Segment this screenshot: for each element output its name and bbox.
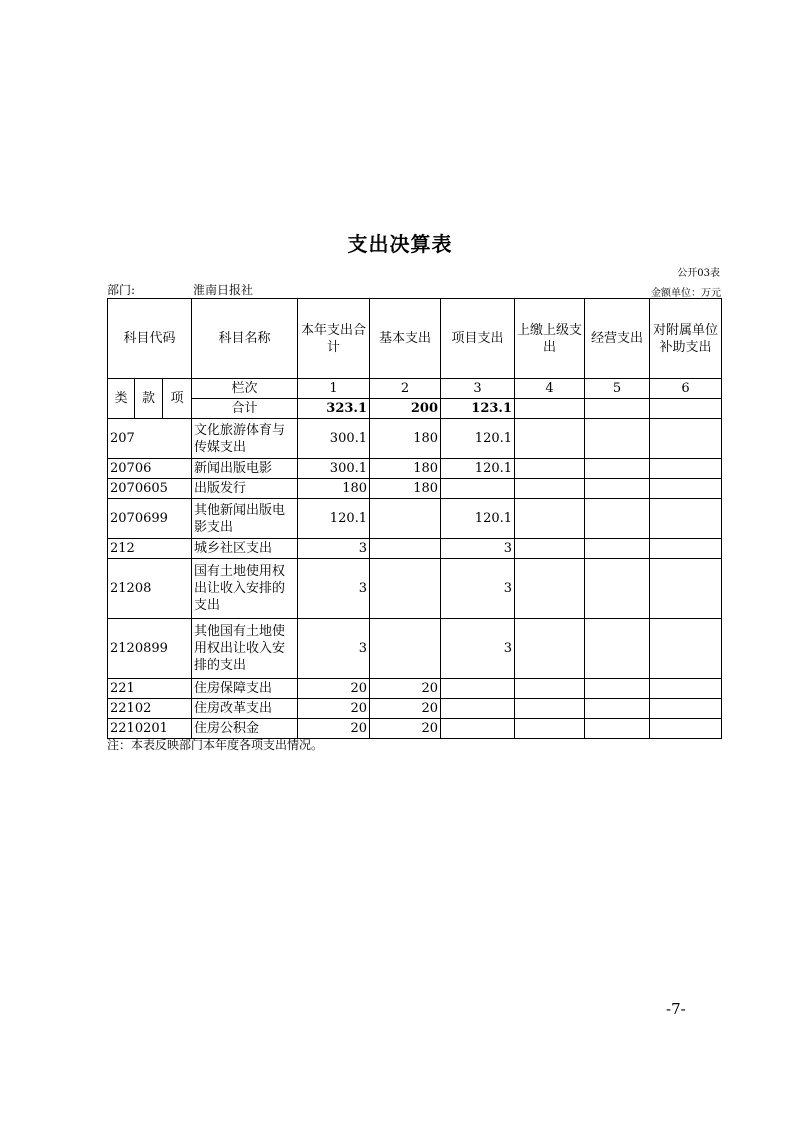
- amount-total: 20: [298, 719, 370, 739]
- amount-business: [585, 559, 650, 619]
- amount-business: [585, 539, 650, 559]
- amount-business: [585, 619, 650, 679]
- amount-project: 3: [441, 539, 515, 559]
- amount-total: 120.1: [298, 499, 370, 539]
- col-number: 3: [441, 379, 515, 399]
- subject-code: 2070699: [108, 499, 192, 539]
- amount-total: 300.1: [298, 419, 370, 459]
- subject-name: 其他新闻出版电影支出: [192, 499, 298, 539]
- amount-total: 20: [298, 679, 370, 699]
- amount-upper: [515, 419, 585, 459]
- amount-subsidy: [650, 699, 722, 719]
- amount-basic: [370, 539, 441, 559]
- header-xiang: 项: [163, 379, 192, 419]
- table-row: [108, 539, 722, 559]
- subject-name: 住房改革支出: [192, 699, 298, 719]
- amount-upper: [515, 479, 585, 499]
- header-code: 科目代码: [108, 299, 192, 379]
- header-name: 科目名称: [192, 299, 298, 379]
- header-subsidy: 对附属单位补助支出: [650, 299, 722, 379]
- subject-name: 城乡社区支出: [192, 539, 298, 559]
- subject-code: 221: [108, 679, 192, 699]
- subject-code: 20706: [108, 459, 192, 479]
- header-kuan: 款: [135, 379, 163, 419]
- subject-name: 国有土地使用权出让收入安排的支出: [192, 559, 298, 619]
- amount-upper: [515, 679, 585, 699]
- amount-basic: 180: [370, 459, 441, 479]
- col-number: 6: [650, 379, 722, 399]
- subject-code: 21208: [108, 559, 192, 619]
- table-row: [108, 559, 722, 619]
- amount-upper: [515, 459, 585, 479]
- total-basic: 200: [370, 399, 441, 419]
- subject-code: 2210201: [108, 719, 192, 739]
- amount-project: 120.1: [441, 459, 515, 479]
- amount-subsidy: [650, 619, 722, 679]
- amount-subsidy: [650, 499, 722, 539]
- header-total: 本年支出合计: [298, 299, 370, 379]
- page-title: 支出决算表: [347, 232, 453, 256]
- subject-code: 207: [108, 419, 192, 459]
- subject-code: 22102: [108, 699, 192, 719]
- amount-total: 3: [298, 619, 370, 679]
- amount-basic: 180: [370, 479, 441, 499]
- amount-upper: [515, 539, 585, 559]
- subject-name: 新闻出版电影: [192, 459, 298, 479]
- amount-subsidy: [650, 719, 722, 739]
- column-no-label: 栏次: [192, 379, 298, 399]
- header-upper: 上缴上级支出: [515, 299, 585, 379]
- amount-project: [441, 719, 515, 739]
- expenditure-table: [107, 298, 722, 739]
- amount-subsidy: [650, 559, 722, 619]
- amount-basic: 20: [370, 719, 441, 739]
- table-row: [108, 459, 722, 479]
- column-number-row: [108, 379, 722, 399]
- table-row: [108, 419, 722, 459]
- amount-basic: 180: [370, 419, 441, 459]
- amount-upper: [515, 699, 585, 719]
- amount-business: [585, 699, 650, 719]
- amount-business: [585, 479, 650, 499]
- amount-business: [585, 419, 650, 459]
- amount-total: 20: [298, 699, 370, 719]
- amount-business: [585, 719, 650, 739]
- amount-project: 120.1: [441, 419, 515, 459]
- table-row: [108, 699, 722, 719]
- amount-project: 120.1: [441, 499, 515, 539]
- total-row: [108, 399, 722, 419]
- total-label: 合计: [192, 399, 298, 419]
- subject-name: 文化旅游体育与传媒支出: [192, 419, 298, 459]
- table-row: [108, 479, 722, 499]
- department-row: [107, 281, 721, 297]
- amount-project: [441, 699, 515, 719]
- header-lei: 类: [108, 379, 135, 419]
- amount-basic: 20: [370, 679, 441, 699]
- form-number: 公开03表: [677, 268, 720, 279]
- amount-business: [585, 499, 650, 539]
- amount-business: [585, 679, 650, 699]
- table-row: [108, 679, 722, 699]
- amount-upper: [515, 719, 585, 739]
- amount-basic: [370, 499, 441, 539]
- amount-project: [441, 479, 515, 499]
- col-number: 5: [585, 379, 650, 399]
- subject-name: 住房保障支出: [192, 679, 298, 699]
- page-number: -7-: [666, 1000, 686, 1018]
- amount-total: 300.1: [298, 459, 370, 479]
- amount-subsidy: [650, 419, 722, 459]
- amount-subsidy: [650, 679, 722, 699]
- table-row: [108, 499, 722, 539]
- amount-upper: [515, 559, 585, 619]
- total-amount: 323.1: [298, 399, 370, 419]
- table-row: [108, 619, 722, 679]
- subject-code: 212: [108, 539, 192, 559]
- amount-upper: [515, 619, 585, 679]
- subject-code: 2120899: [108, 619, 192, 679]
- amount-basic: [370, 559, 441, 619]
- amount-total: 3: [298, 539, 370, 559]
- amount-basic: 20: [370, 699, 441, 719]
- header-business: 经营支出: [585, 299, 650, 379]
- subject-name: 其他国有土地使用权出让收入安排的支出: [192, 619, 298, 679]
- col-number: 2: [370, 379, 441, 399]
- total-upper: [515, 399, 585, 419]
- amount-total: 180: [298, 479, 370, 499]
- amount-project: 3: [441, 619, 515, 679]
- total-subsidy: [650, 399, 722, 419]
- header-row: [108, 299, 722, 379]
- col-number: 1: [298, 379, 370, 399]
- amount-subsidy: [650, 479, 722, 499]
- department-label: 部门:: [107, 283, 136, 297]
- header-basic: 基本支出: [370, 299, 441, 379]
- department-name: 淮南日报社: [193, 283, 254, 297]
- amount-total: 3: [298, 559, 370, 619]
- amount-business: [585, 459, 650, 479]
- amount-basic: [370, 619, 441, 679]
- total-business: [585, 399, 650, 419]
- amount-project: 3: [441, 559, 515, 619]
- table-note: 注：本表反映部门本年度各项支出情况。: [107, 738, 324, 752]
- subject-name: 住房公积金: [192, 719, 298, 739]
- subject-name: 出版发行: [192, 479, 298, 499]
- amount-subsidy: [650, 459, 722, 479]
- unit-label: 金额单位：万元: [651, 288, 721, 299]
- amount-upper: [515, 499, 585, 539]
- amount-subsidy: [650, 539, 722, 559]
- amount-project: [441, 679, 515, 699]
- total-project: 123.1: [441, 399, 515, 419]
- header-project: 项目支出: [441, 299, 515, 379]
- subject-code: 2070605: [108, 479, 192, 499]
- col-number: 4: [515, 379, 585, 399]
